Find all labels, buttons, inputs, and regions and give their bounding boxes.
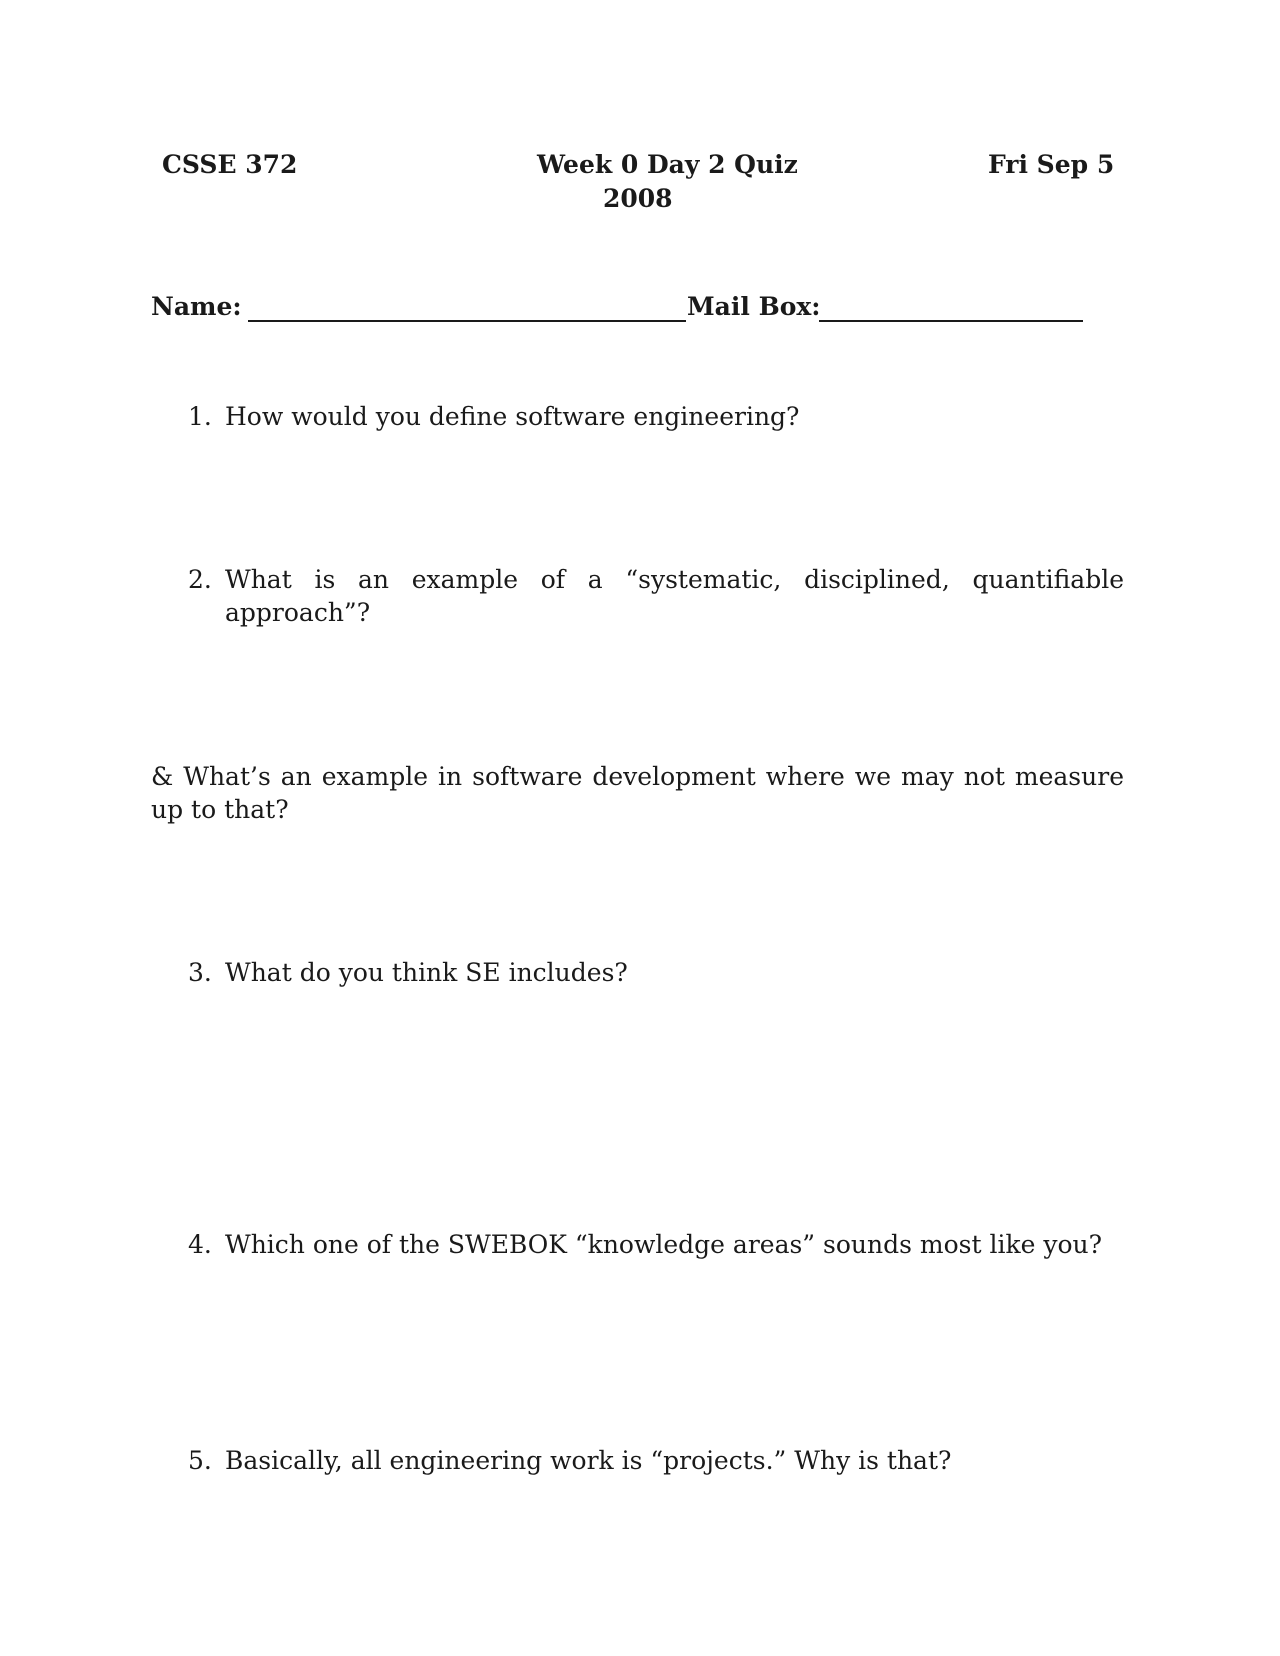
quiz-title: Week 0 Day 2 Quiz xyxy=(537,150,798,179)
name-label: Name: xyxy=(151,292,242,321)
question-4 xyxy=(188,1228,1124,1261)
name-field[interactable] xyxy=(248,290,686,322)
question-text: How would you define software engineering? xyxy=(225,402,800,431)
question-text: Which one of the SWEBOK “knowledge areas” sounds most like you? xyxy=(225,1230,1103,1259)
question-3 xyxy=(188,956,1124,989)
question-text: What is an example of a “systematic, disciplined, quantifiable approach”? xyxy=(225,565,1124,627)
question-number: 5. xyxy=(188,1446,212,1475)
question-number: 1. xyxy=(188,402,212,431)
question-text: Basically, all engineering work is “projects.” Why is that? xyxy=(225,1446,952,1475)
question-2-followup: & What’s an example in software development where we may not measure up to that? xyxy=(151,762,1124,824)
question-number: 3. xyxy=(188,958,212,987)
course-code: CSSE 372 xyxy=(162,150,298,179)
question-1 xyxy=(188,400,1124,433)
question-number: 2. xyxy=(188,565,212,594)
quiz-year: 2008 xyxy=(603,184,673,213)
student-info-row xyxy=(151,290,1151,324)
mailbox-label: Mail Box: xyxy=(687,292,821,321)
quiz-date: Fri Sep 5 xyxy=(988,150,1115,179)
question-text: What do you think SE includes? xyxy=(225,958,628,987)
question-number: 4. xyxy=(188,1230,212,1259)
question-5 xyxy=(188,1444,1124,1477)
mailbox-field[interactable] xyxy=(819,290,1083,322)
question-2 xyxy=(188,563,1124,629)
